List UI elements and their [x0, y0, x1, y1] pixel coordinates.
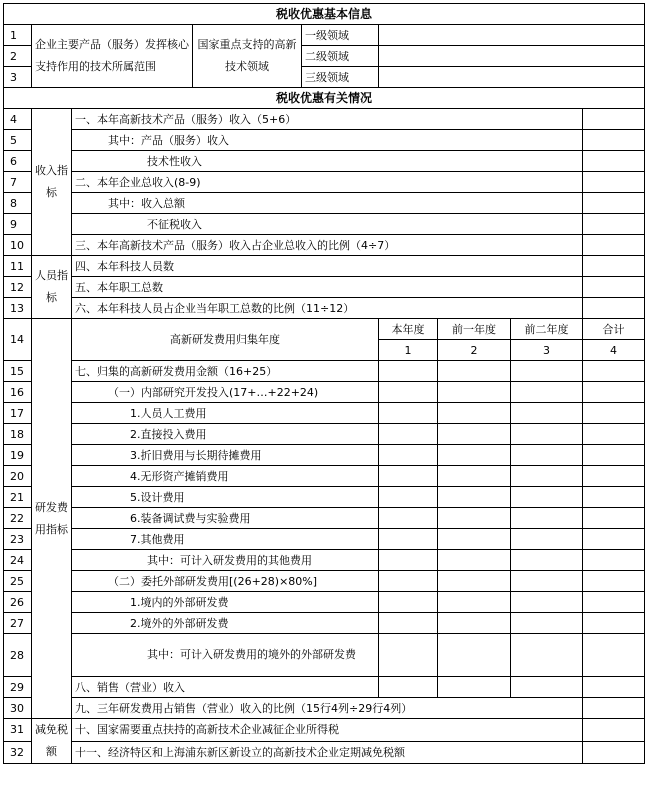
- level-2-field-value[interactable]: [379, 46, 645, 67]
- category-rd: 研发费用指标: [32, 319, 72, 719]
- row-label: 九、三年研发费用占销售（营业）收入的比例（15行4列÷29行4列）: [72, 698, 583, 719]
- value-cell[interactable]: [583, 529, 645, 550]
- value-cell[interactable]: [511, 487, 583, 508]
- value-cell[interactable]: [379, 466, 438, 487]
- row-number: 19: [4, 445, 32, 466]
- value-cell[interactable]: [379, 634, 438, 677]
- row-number: 11: [4, 256, 32, 277]
- column-header-current-year: 本年度: [379, 319, 438, 340]
- row-label: 不征税收入: [72, 214, 583, 235]
- row-label: （二）委托外部研发费用[(26+28)×80%]: [72, 571, 379, 592]
- value-cell[interactable]: [438, 508, 511, 529]
- value-cell[interactable]: [511, 424, 583, 445]
- value-cell[interactable]: [583, 235, 645, 256]
- value-cell[interactable]: [583, 571, 645, 592]
- row-label: 3.折旧费用与长期待摊费用: [72, 445, 379, 466]
- row-label: 5.设计费用: [72, 487, 379, 508]
- column-header-previous-year: 前一年度: [438, 319, 511, 340]
- value-cell[interactable]: [438, 571, 511, 592]
- row-number: 6: [4, 151, 32, 172]
- row-label: 二、本年企业总收入(8-9): [72, 172, 583, 193]
- value-cell[interactable]: [583, 277, 645, 298]
- row-label: 其中：产品（服务）收入: [72, 130, 583, 151]
- category-income: 收入指标: [32, 109, 72, 256]
- value-cell[interactable]: [583, 613, 645, 634]
- row-number: 13: [4, 298, 32, 319]
- row-number: 22: [4, 508, 32, 529]
- row-number: 29: [4, 677, 32, 698]
- row-label: 技术性收入: [72, 151, 583, 172]
- value-cell[interactable]: [583, 445, 645, 466]
- row-label: 其中：可计入研发费用的其他费用: [72, 550, 379, 571]
- row-number: 1: [4, 25, 32, 46]
- row-number: 32: [4, 741, 32, 764]
- value-cell[interactable]: [511, 382, 583, 403]
- level-3-field-value[interactable]: [379, 67, 645, 88]
- column-number: 1: [379, 340, 438, 361]
- row-number: 3: [4, 67, 32, 88]
- value-cell[interactable]: [583, 634, 645, 677]
- column-number: 2: [438, 340, 511, 361]
- value-cell[interactable]: [438, 382, 511, 403]
- level-1-field-value[interactable]: [379, 25, 645, 46]
- value-cell[interactable]: [438, 403, 511, 424]
- value-cell[interactable]: [511, 466, 583, 487]
- value-cell[interactable]: [583, 466, 645, 487]
- value-cell[interactable]: [583, 487, 645, 508]
- value-cell[interactable]: [379, 550, 438, 571]
- value-cell[interactable]: [583, 719, 645, 742]
- row-number: 5: [4, 130, 32, 151]
- row-label: 4.无形资产摊销费用: [72, 466, 379, 487]
- value-cell[interactable]: [583, 361, 645, 382]
- row-number: 31: [4, 719, 32, 742]
- value-cell[interactable]: [438, 445, 511, 466]
- row-label: 1.境内的外部研发费: [72, 592, 379, 613]
- value-cell[interactable]: [511, 529, 583, 550]
- high-tech-field-label: 国家重点支持的高新技术领域: [193, 25, 302, 88]
- row-number: 2: [4, 46, 32, 67]
- category-tax-relief: 减免税额: [32, 719, 72, 764]
- value-cell[interactable]: [511, 445, 583, 466]
- value-cell[interactable]: [438, 592, 511, 613]
- row-number: 4: [4, 109, 32, 130]
- row-label: 五、本年职工总数: [72, 277, 583, 298]
- row-number: 25: [4, 571, 32, 592]
- row-label: 十、国家需要重点扶持的高新技术企业减征企业所得税: [72, 719, 583, 742]
- value-cell[interactable]: [583, 151, 645, 172]
- value-cell[interactable]: [379, 487, 438, 508]
- row-label: 1.人员人工费用: [72, 403, 379, 424]
- row-label: 其中：可计入研发费用的境外的外部研发费: [72, 634, 379, 677]
- value-cell[interactable]: [438, 550, 511, 571]
- value-cell[interactable]: [379, 677, 438, 698]
- value-cell[interactable]: [511, 677, 583, 698]
- row-label: 2.境外的外部研发费: [72, 613, 379, 634]
- row-number: 9: [4, 214, 32, 235]
- value-cell[interactable]: [583, 677, 645, 698]
- row-number: 16: [4, 382, 32, 403]
- row-label: 六、本年科技人员占企业当年职工总数的比例（11÷12）: [72, 298, 583, 319]
- value-cell[interactable]: [379, 382, 438, 403]
- row-label: 八、销售（营业）收入: [72, 677, 379, 698]
- value-cell[interactable]: [438, 613, 511, 634]
- row-label: 其中：收入总额: [72, 193, 583, 214]
- value-cell[interactable]: [379, 361, 438, 382]
- row-label: 7.其他费用: [72, 529, 379, 550]
- row-number: 14: [4, 319, 32, 361]
- value-cell[interactable]: [379, 508, 438, 529]
- value-cell[interactable]: [438, 361, 511, 382]
- value-cell[interactable]: [583, 403, 645, 424]
- value-cell[interactable]: [583, 298, 645, 319]
- value-cell[interactable]: [379, 403, 438, 424]
- value-cell[interactable]: [438, 677, 511, 698]
- row-number: 23: [4, 529, 32, 550]
- section-title-basic-info: 税收优惠基本信息: [4, 4, 645, 25]
- row-number: 27: [4, 613, 32, 634]
- row-label: 七、归集的高新研发费用金额（16+25）: [72, 361, 379, 382]
- level-1-field-label: 一级领域: [302, 25, 379, 46]
- value-cell[interactable]: [583, 109, 645, 130]
- value-cell[interactable]: [583, 698, 645, 719]
- value-cell[interactable]: [511, 571, 583, 592]
- value-cell[interactable]: [511, 361, 583, 382]
- row-number: 24: [4, 550, 32, 571]
- value-cell[interactable]: [511, 592, 583, 613]
- level-3-field-label: 三级领域: [302, 67, 379, 88]
- row-number: 26: [4, 592, 32, 613]
- row-number: 30: [4, 698, 32, 719]
- value-cell[interactable]: [511, 550, 583, 571]
- value-cell[interactable]: [438, 634, 511, 677]
- row-number: 17: [4, 403, 32, 424]
- value-cell[interactable]: [583, 172, 645, 193]
- value-cell[interactable]: [379, 445, 438, 466]
- value-cell[interactable]: [379, 613, 438, 634]
- value-cell[interactable]: [379, 571, 438, 592]
- value-cell[interactable]: [583, 741, 645, 764]
- row-number: 7: [4, 172, 32, 193]
- row-label: 6.装备调试费与实验费用: [72, 508, 379, 529]
- row-number: 18: [4, 424, 32, 445]
- row-label: 十一、经济特区和上海浦东新区新设立的高新技术企业定期减免税额: [72, 741, 583, 764]
- row-number: 15: [4, 361, 32, 382]
- value-cell[interactable]: [583, 130, 645, 151]
- value-cell[interactable]: [583, 550, 645, 571]
- rd-year-header-label: 高新研发费用归集年度: [72, 319, 379, 361]
- row-label: 四、本年科技人员数: [72, 256, 583, 277]
- value-cell[interactable]: [583, 193, 645, 214]
- column-header-total: 合计: [583, 319, 645, 340]
- value-cell[interactable]: [438, 466, 511, 487]
- value-cell[interactable]: [438, 487, 511, 508]
- section-title-incentive-details: 税收优惠有关情况: [4, 88, 645, 109]
- value-cell[interactable]: [583, 382, 645, 403]
- value-cell[interactable]: [583, 592, 645, 613]
- value-cell[interactable]: [438, 424, 511, 445]
- row-label: 2.直接投入费用: [72, 424, 379, 445]
- value-cell[interactable]: [583, 256, 645, 277]
- row-number: 12: [4, 277, 32, 298]
- value-cell[interactable]: [511, 634, 583, 677]
- row-label: 一、本年高新技术产品（服务）收入（5+6）: [72, 109, 583, 130]
- category-staff: 人员指标: [32, 256, 72, 319]
- row-label: 三、本年高新技术产品（服务）收入占企业总收入的比例（4÷7）: [72, 235, 583, 256]
- value-cell[interactable]: [583, 214, 645, 235]
- row-number: 10: [4, 235, 32, 256]
- value-cell[interactable]: [511, 613, 583, 634]
- value-cell[interactable]: [511, 403, 583, 424]
- row-number: 20: [4, 466, 32, 487]
- value-cell[interactable]: [379, 529, 438, 550]
- row-number: 28: [4, 634, 32, 677]
- value-cell[interactable]: [583, 508, 645, 529]
- technology-scope-label: 企业主要产品（服务）发挥核心支持作用的技术所属范围: [32, 25, 193, 88]
- row-number: 21: [4, 487, 32, 508]
- column-number: 3: [511, 340, 583, 361]
- column-header-two-years-ago: 前二年度: [511, 319, 583, 340]
- value-cell[interactable]: [379, 424, 438, 445]
- value-cell[interactable]: [583, 424, 645, 445]
- value-cell[interactable]: [511, 508, 583, 529]
- level-2-field-label: 二级领域: [302, 46, 379, 67]
- row-number: 8: [4, 193, 32, 214]
- value-cell[interactable]: [379, 592, 438, 613]
- column-number: 4: [583, 340, 645, 361]
- value-cell[interactable]: [438, 529, 511, 550]
- row-label: （一）内部研究开发投入(17+…+22+24): [72, 382, 379, 403]
- tax-incentive-form: [3, 3, 645, 764]
